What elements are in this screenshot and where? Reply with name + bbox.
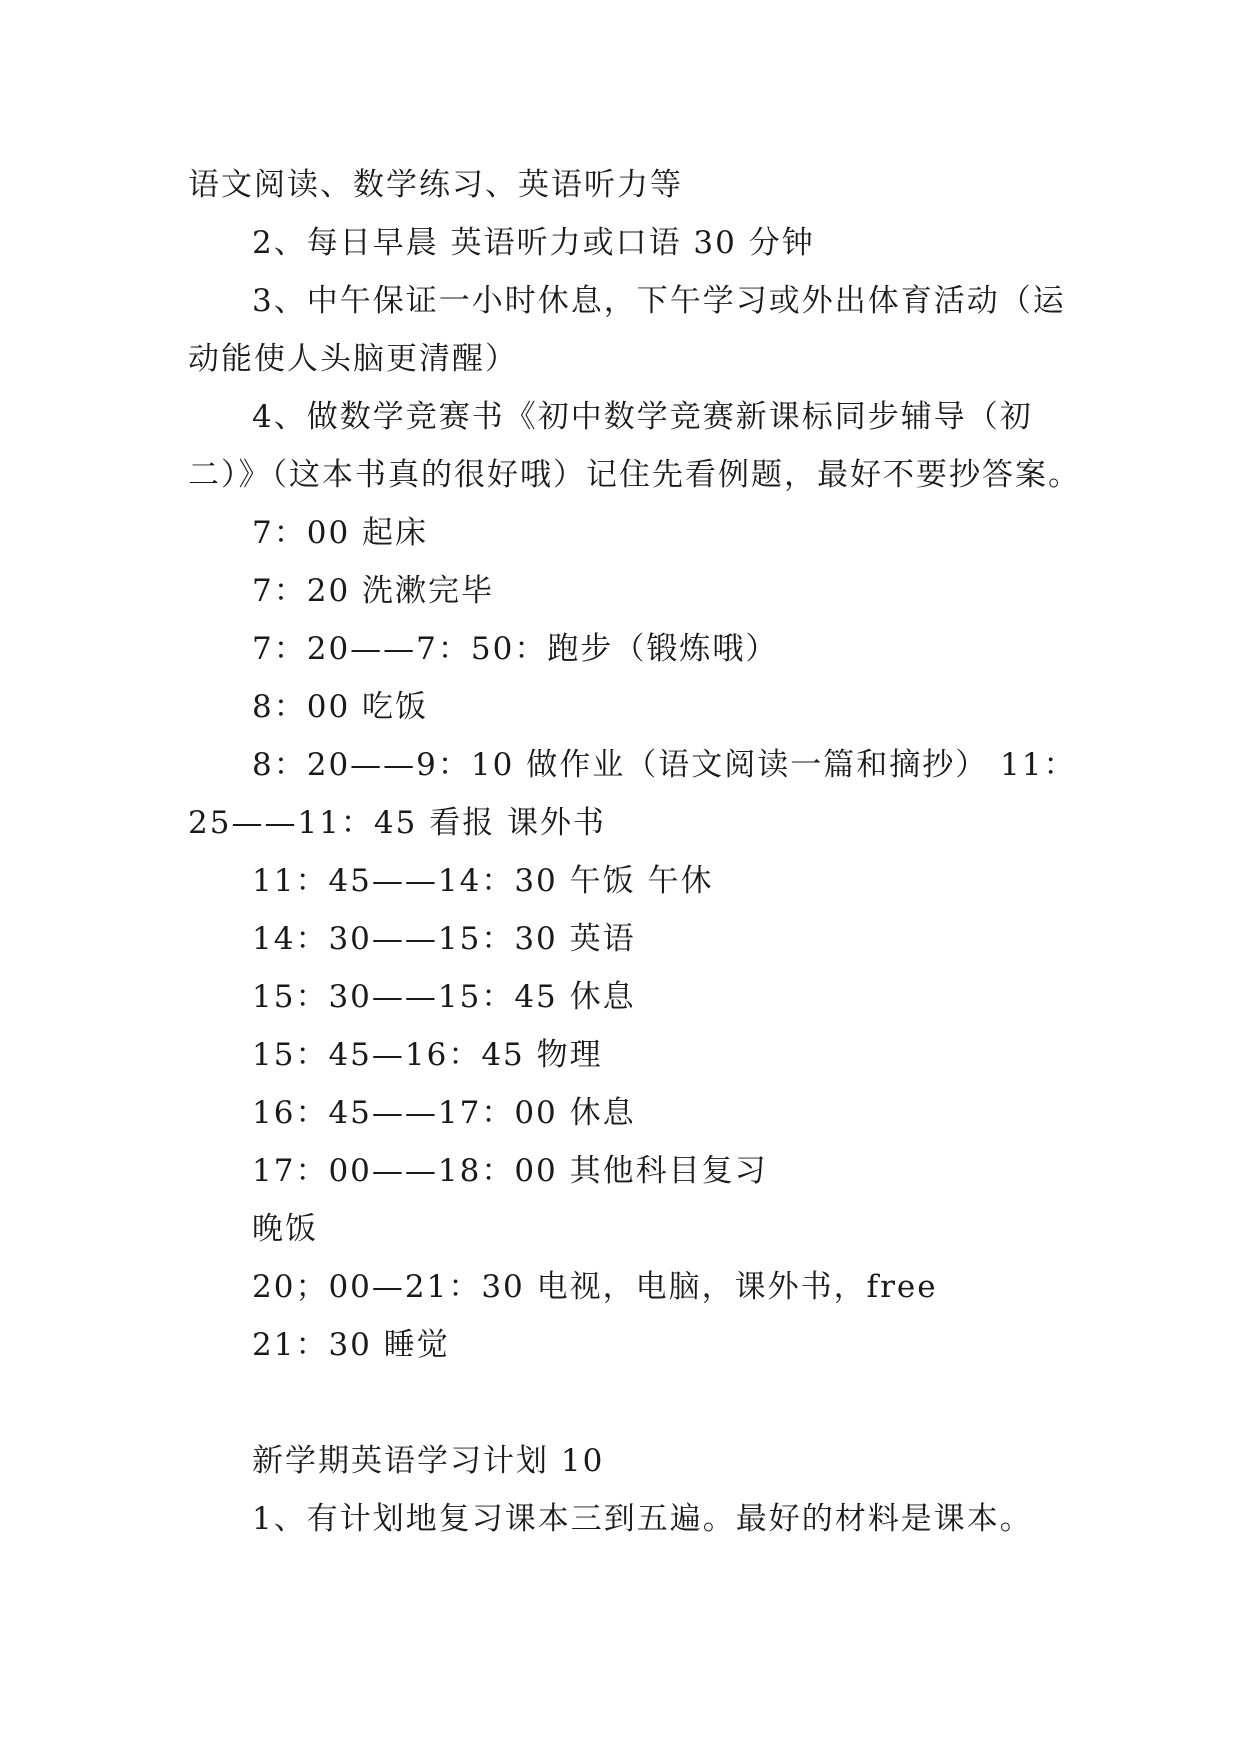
text-line: 动能使人头脑更清醒） — [188, 341, 518, 377]
text-line: 1、有计划地复习课本三到五遍。最好的材料是课本。 — [252, 1501, 1033, 1537]
text-line: 2、每日早晨 英语听力或口语 30 分钟 — [252, 225, 815, 261]
text-line: 晚饭 — [252, 1211, 318, 1247]
text-line: 7：00 起床 — [252, 515, 429, 551]
text-line: 8：00 吃饭 — [252, 689, 429, 725]
text-line: 二）》（这本书真的很好哦）记住先看例题，最好不要抄答案。 — [188, 457, 1081, 493]
text-line: 21：30 睡觉 — [252, 1327, 450, 1363]
text-line: 3、中午保证一小时休息，下午学习或外出体育活动（运 — [252, 283, 1066, 319]
text-line: 7：20——7：50：跑步（锻炼哦） — [252, 631, 779, 667]
text-line: 4、做数学竞赛书《初中数学竞赛新课标同步辅导（初 — [252, 399, 1033, 435]
text-line: 17：00——18：00 其他科目复习 — [252, 1153, 768, 1189]
text-line: 15：45—16：45 物理 — [252, 1037, 603, 1073]
text-line: 7：20 洗漱完毕 — [252, 573, 495, 609]
section-heading: 新学期英语学习计划 10 — [252, 1443, 605, 1479]
text-line: 15：30——15：45 休息 — [252, 979, 636, 1015]
text-line: 14：30——15：30 英语 — [252, 921, 636, 957]
text-line: 8：20——9：10 做作业（语文阅读一篇和摘抄） 11： — [252, 747, 1077, 783]
text-line: 语文阅读、数学练习、英语听力等 — [188, 167, 683, 203]
text-line: 11：45——14：30 午饭 午休 — [252, 863, 714, 899]
text-line: 25——11：45 看报 课外书 — [188, 805, 607, 841]
text-line: 16：45——17：00 休息 — [252, 1095, 636, 1131]
text-line: 20；00—21：30 电视，电脑，课外书，free — [252, 1269, 938, 1305]
